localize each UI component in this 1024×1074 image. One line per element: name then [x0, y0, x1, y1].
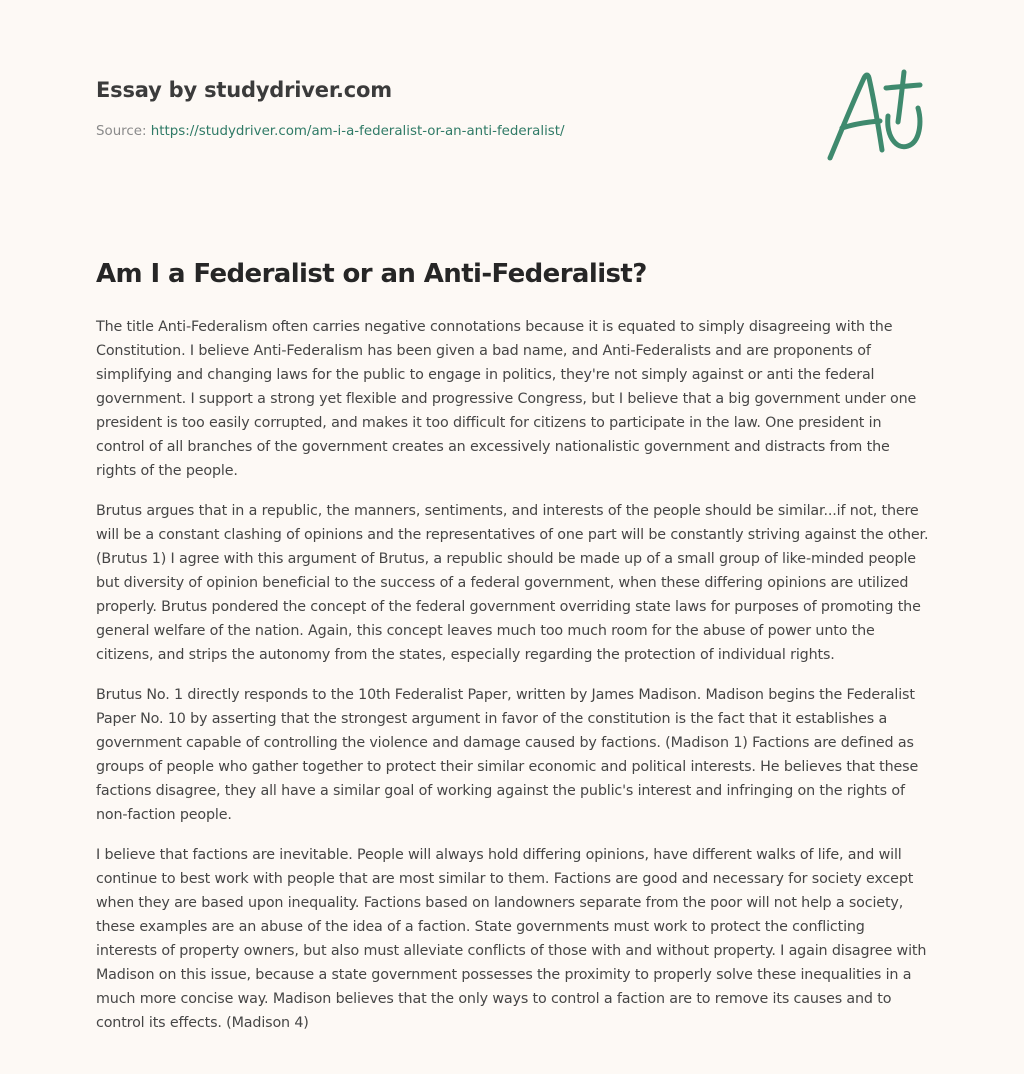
essay-paragraph-3: Brutus No. 1 directly responds to the 10th Federalist Paper, written by James Madison. Madison begins the Federalist Paper No. 10 by asserting that the strongest argument in favor of the constitution is the fact that it establishes a government capable of controlling the violence and damage caused by factions. (Madison 1) Factions are defined as groups of people who gather together to protect their similar economic and political interests. He believes that these factions disagree, they all have a similar goal of working against the public's interest and infringing on the rights of non-faction people. [96, 687, 919, 823]
essay-body [96, 315, 930, 1051]
essay-paragraph-2: Brutus argues that in a republic, the manners, sentiments, and interests of the people should be similar...if not, there will be a constant clashing of opinions and the representatives of one part will be constantly striving against the other. (Brutus 1) I agree with this argument of Brutus, a republic should be made up of a small group of like-minded people but diversity of opinion beneficial to the success of a federal government, when these differing opinions are utilized properly. Brutus pondered the concept of the federal government overriding state laws for purposes of promoting the general welfare of the nation. Again, this concept leaves much too much room for the abuse of power unto the citizens, and strips the autonomy from the states, especially regarding the protection of individual rights. [96, 503, 929, 663]
source-link[interactable]: https://studydriver.com/am-i-a-federalist-or-an-anti-federalist/ [150, 124, 565, 139]
source-label: Source: [96, 124, 147, 139]
essay-title: Am I a Federalist or an Anti-Federalist? [96, 259, 647, 289]
a-plus-logo [822, 64, 930, 168]
source-line [96, 122, 796, 142]
essay-paragraph-4: I believe that factions are inevitable. People will always hold differing opinions, have different walks of life, and will continue to best work with people that are most similar to them. Factions are good and necessary for society except when they are based upon inequality. Factions based on landowners separate from the poor will not help a society, these examples are an abuse of the idea of a faction. State governments must work to protect the conflicting interests of property owners, but also must alleviate conflicts of those with and without property. I again disagree with Madison on this issue, because a state government possesses the proximity to properly solve these inequalities in a much more concise way. Madison believes that the only ways to control a faction are to remove its causes and to control its effects. (Madison 4) [96, 847, 927, 1031]
page-header [96, 76, 796, 142]
essay-paragraph-1: The title Anti-Federalism often carries negative connotations because it is equated to simply disagreeing with the Constitution. I believe Anti-Federalism has been given a bad name, and Anti-Federalists and are proponents of simplifying and changing laws for the public to engage in politics, they're not simply against or anti the federal government. I support a strong yet flexible and progressive Congress, but I believe that a big government under one president is too easily corrupted, and makes it too difficult for citizens to participate in the law. One president in control of all branches of the government creates an excessively nationalistic government and distracts from the rights of the people. [96, 319, 917, 479]
site-title: Essay by studydriver.com [96, 78, 392, 102]
